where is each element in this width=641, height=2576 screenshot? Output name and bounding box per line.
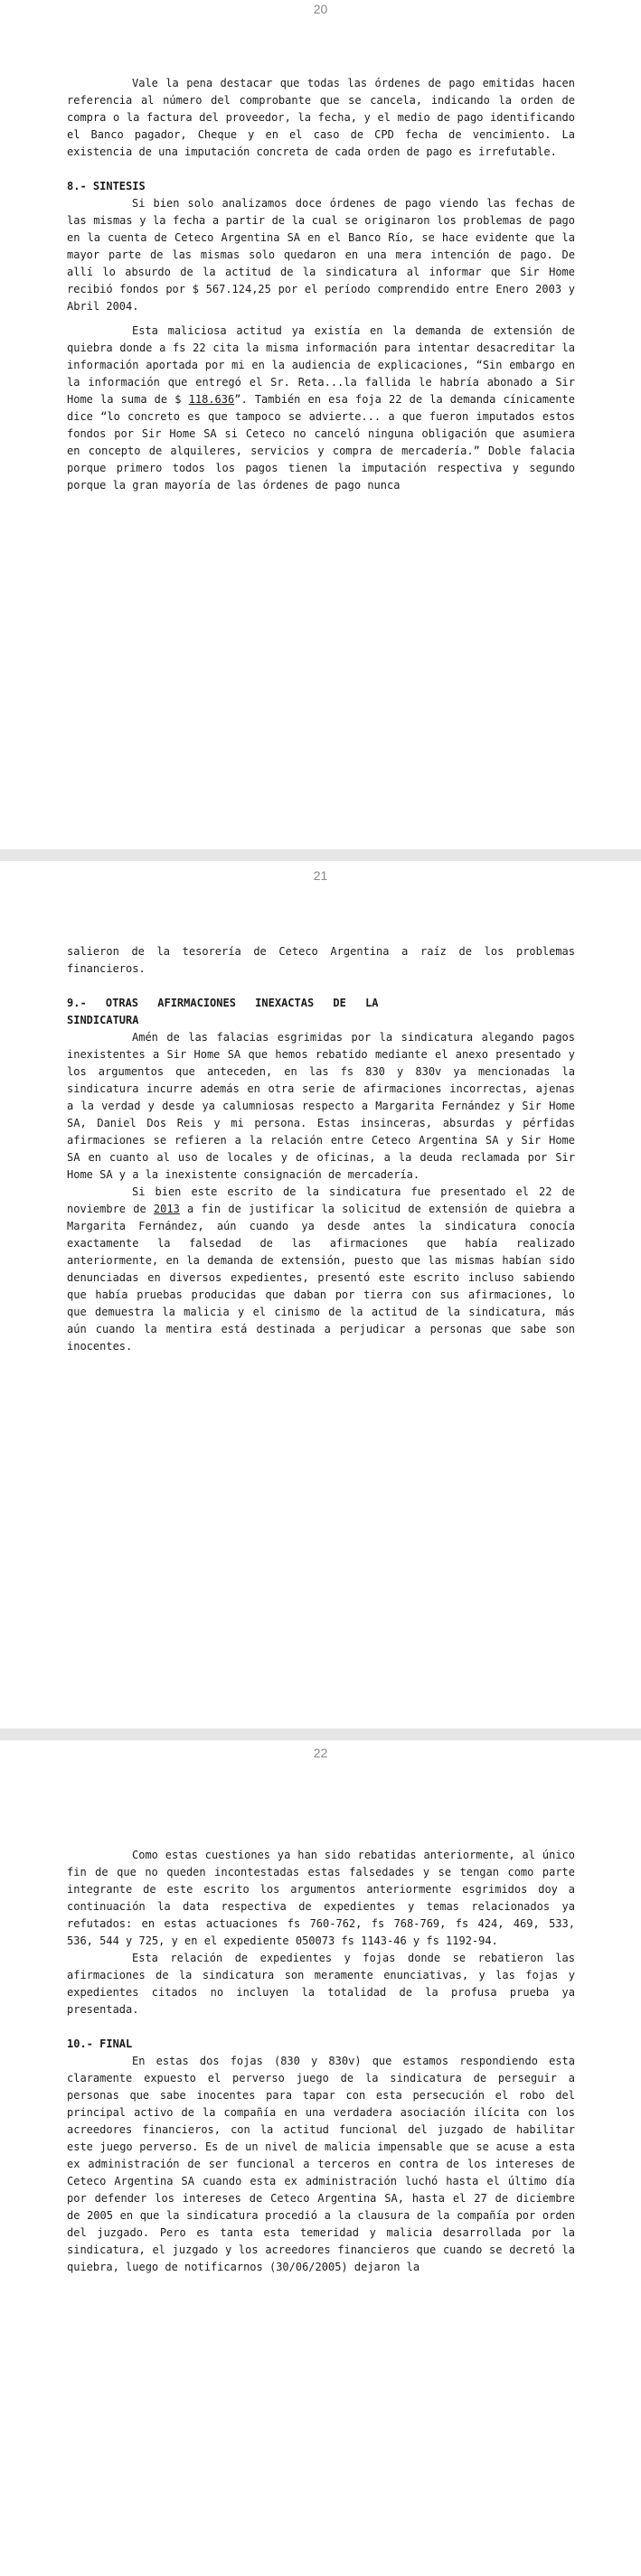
paragraph: Amén de las falacias esgrimidas por la sindicatura alegando pagos inexistentes a Sir Home SA que hemos rebatido mediante el anexo presentado y los argumentos que anteceden, en las fs 830 y 830v ya mencionadas la sindicatura incurre además en otra serie de afirmaciones incorrectas, ajenas a la verdad y desde ya calumniosas respecto a Margarita Fernández y Sir Home SA, Daniel Dos Reis y mi persona. Estas insinceras, absurdas y pérfidas afirmaciones se refieren a la relación entre Ceteco Argentina SA y Sir Home SA en cuanto al uso de locales y de oficinas, a la deuda reclamada por Sir Home SA y a la inexistente consignación de mercadería. <box>67 1031 575 1181</box>
section-heading-8: 8.- SINTESIS <box>67 180 146 192</box>
text-run: Esta maliciosa actitud ya existía en la demanda de extensión de quiebra donde a fs 22 cita la misma información para intentar desacreditar la información aportada por mi en la audiencia de explicaciones, “Sin embargo en la información que entregó el Sr. Reta...la fallida le habría abonado a Sir Home la suma de $ <box>67 324 575 406</box>
page-number: 22 <box>313 1746 328 1760</box>
paragraph: salieron de la tesorería de Ceteco Argentina a raíz de los problemas financieros. <box>67 945 575 975</box>
page-20 <box>0 0 641 849</box>
section-heading-9: 9.- OTRAS AFIRMACIONES INEXACTAS DE LA <box>67 997 379 1009</box>
page-body <box>67 943 575 1355</box>
section-heading-10: 10.- FINAL <box>67 2037 133 2050</box>
page-number: 20 <box>313 2 328 16</box>
page-22 <box>0 1740 641 2576</box>
page-body <box>67 1847 575 2276</box>
text-run: a fin de justificar la solicitud de extensión de quiebra a Margarita Fernández, aún cuando ya desde antes la sindicatura conocía exactamente la falsedad de las afirmaciones que había realizado anteriormente, en la demanda de extensión, puesto que las mismas habían sido denunciadas en diversos expedientes, presentó este escrito incluso sabiendo que había pruebas producidas que daban por tierra con sus afirmaciones, lo que demuestra la malicia y el cinismo de la actitud de la sindicatura, más aún cuando la mentira está destinada a perjudicar a personas que sabe son inocentes. <box>67 1203 575 1353</box>
page-body <box>67 75 575 494</box>
paragraph: Vale la pena destacar que todas las órdenes de pago emitidas hacen referencia al número del comprobante que se cancela, indicando la orden de compra o la factura del proveedor, la fecha, y el medio de pago identificando el Banco pagador, Cheque y en el caso de CPD fecha de vencimiento. La existencia de una imputación concreta de cada orden de pago es irrefutable. <box>67 77 575 158</box>
paragraph: Esta relación de expedientes y fojas donde se rebatieron las afirmaciones de la sindicatura son meramente enunciativas, y las fojas y expedientes citados no incluyen la totalidad de la profusa prueba ya presentada. <box>67 1952 575 2016</box>
section-heading-9-continued: SINDICATURA <box>67 1014 139 1026</box>
page-21 <box>0 861 641 1728</box>
paragraph: Si bien solo analizamos doce órdenes de pago viendo las fechas de las mismas y la fecha a partir de la cual se originaron los problemas de pago en la cuenta de Ceteco Argentina SA en el Banco Río, se hace evidente que la mayor parte de las mismas solo quedaron en una mera intención de pago. De allí lo absurdo de la actitud de la sindicatura al informar que Sir Home recibió fondos por $ 567.124,25 por el período comprendido entre Enero 2003 y Abril 2004. <box>67 197 575 313</box>
text-run: Si bien este escrito de la sindicatura fue presentado el 22 de noviembre de <box>67 1185 575 1215</box>
page-number: 21 <box>313 868 328 883</box>
underlined-year: 2013 <box>153 1203 180 1215</box>
paragraph <box>67 323 575 494</box>
paragraph: Como estas cuestiones ya han sido rebatidas anteriormente, al único fin de que no queden incontestadas estas falsedades y se tengan como parte integrante de este escrito los argumentos anteriormente esgrimidos doy a continuación la data respectiva de expedientes y temas relacionados ya refutados: en estas actuaciones fs 760-762, fs 768-769, fs 424, 469, 533, 536, 544 y 725, y en el expediente 050073 fs 1143-46 y fs 1192-94. <box>67 1849 575 1947</box>
text-run: ”. También en esa foja 22 de la demanda cínicamente dice “lo concreto es que tampoco se advierte... a que fueron imputados estos fondos por Sir Home SA si Ceteco no canceló ninguna obligación que asumiera en concepto de alquileres, servicios y compra de mercadería.” Doble falacia porque primero todos los pagos tienen la imputación respectiva y segundo porque la gran mayoría de las órdenes de pago nunca <box>67 393 575 492</box>
underlined-amount: 118.636 <box>188 393 235 406</box>
paragraph: En estas dos fojas (830 y 830v) que estamos respondiendo esta claramente expuesto el perverso juego de la sindicatura de perseguir a personas que sabe inocentes para tapar con esta persecución el robo del principal activo de la compañía en una verdadera asociación ilícita con los acreedores financieros, con la actitud funcional del juzgado de habilitar este juego perverso. Es de un nivel de malicia impensable que se acuse a esta ex administración de ser funcional a terceros en contra de los intereses de Ceteco Argentina SA cuando esta ex administración luchó hasta el último día por defender los intereses de Ceteco Argentina SA, hasta el 27 de diciembre de 2005 en que la sindicatura procedió a la clausura de la compañía por orden del juzgado. Pero es tanta esta temeridad y malicia desarrollada por la sindicatura, el juzgado y los acreedores financieros que cuando se decretó la quiebra, luego de notificarnos (30/06/2005) dejaron la <box>67 2055 575 2273</box>
paragraph <box>67 1184 575 1355</box>
